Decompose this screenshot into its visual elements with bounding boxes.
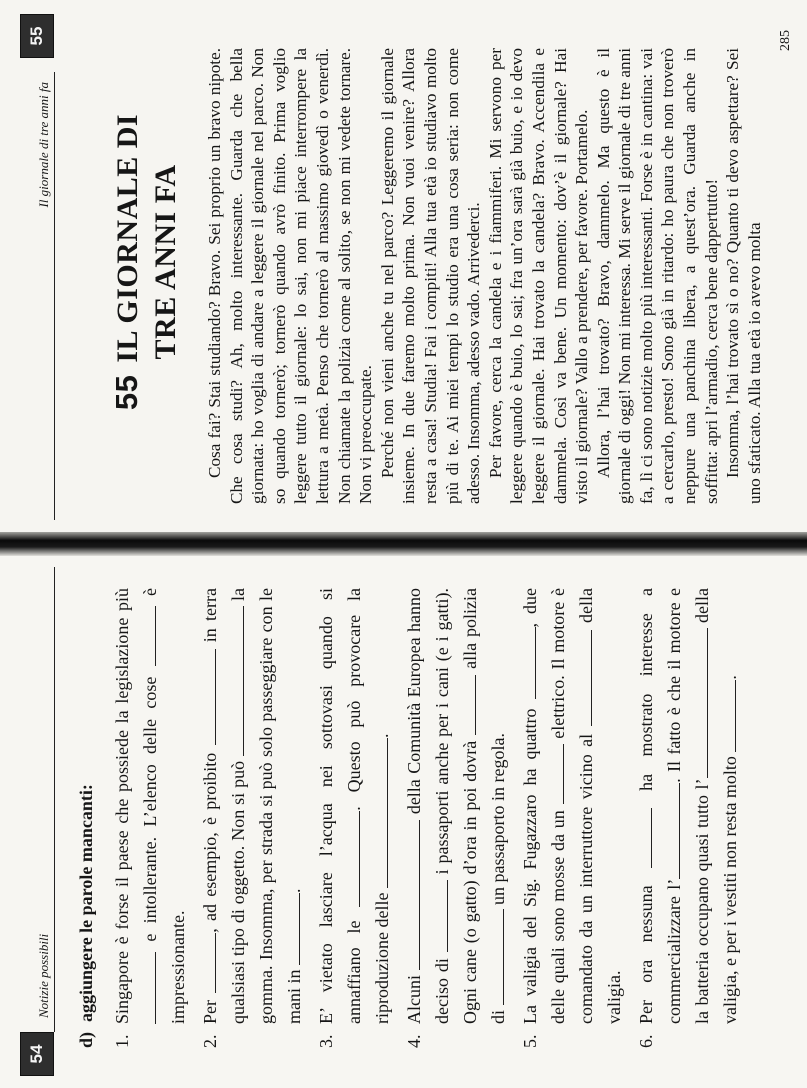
- exercise-text: un passaporto in regola.: [488, 733, 508, 910]
- body-paragraph: Insomma, l’hai trovato sì o no? Quanto ti devo aspettare? Sei uno sfaticato. Alla tua età io avevo molta: [723, 48, 764, 504]
- chapter-heading: [108, 82, 185, 442]
- exercise-text: della valigia.: [576, 587, 624, 1024]
- exercise-text: e intollerante. L’elenco delle cose: [140, 666, 160, 952]
- chapter-body: [204, 48, 765, 504]
- exercise-item: [632, 588, 744, 1048]
- header-rule: [54, 567, 55, 1032]
- left-page: [0, 553, 807, 1088]
- exercise-text: è impressionante.: [140, 588, 188, 1024]
- fill-in-blank[interactable]: [401, 820, 420, 970]
- exercise-item-number: 1.: [112, 1034, 132, 1048]
- right-page: [0, 0, 807, 532]
- fill-in-blank[interactable]: [281, 893, 300, 965]
- exercise-text: elettrico. Il motore è comandato da un interruttore vicino al: [548, 587, 596, 1024]
- exercise-text: .: [720, 675, 740, 680]
- exercise-text: .: [284, 888, 304, 893]
- exercise-heading: [76, 784, 97, 1048]
- exercise-text: Per: [200, 992, 220, 1024]
- exercise-text: , due delle quali sono mosse da un: [520, 587, 568, 1024]
- exercise-label: d): [76, 1031, 96, 1048]
- exercise-item: [108, 588, 192, 1048]
- exercise-item: [516, 588, 628, 1048]
- book-gutter: [0, 530, 807, 556]
- header-rule: [54, 72, 55, 520]
- exercise-item-number: 3.: [316, 1034, 336, 1048]
- exercise-text: i passaporti anche per i cani (e i gatti). Ogni cane (o gatto) d’ora in poi dovrà: [432, 588, 480, 1024]
- exercise-text: , ad esempio, è proibito: [200, 745, 220, 933]
- exercise-item: [400, 588, 512, 1048]
- running-header-title: Il giornale di tre anni fa: [36, 82, 51, 208]
- body-paragraph: Cosa fai? Stai studiando? Bravo. Sei proprio un bravo nipote. Che cosa studi? Ah, molto interessante. Guarda che bella giornata: ho voglia di andare a leggere il giornale nel parco. Non so quando tornerò; tornerò quando avrò finito. Prima voglio leggere tutto il giornale: lo sai, non mi piace interrompere la lettura a metà. Penso che tornerò al massimo giovedì o venerdì. Non chiamate la polizia come al solito, se non mi vedete tornare. Non vi preoccupate.: [205, 48, 376, 504]
- chapter-number: 55: [109, 374, 144, 411]
- fill-in-blank[interactable]: [661, 783, 680, 879]
- fill-in-blank[interactable]: [225, 606, 244, 756]
- fill-in-blank[interactable]: [369, 738, 388, 888]
- exercise-text: La valigia del Sig. Fugazzaro ha quattro: [520, 699, 540, 1024]
- fill-in-blank[interactable]: [457, 675, 476, 735]
- exercise-item-number: 5.: [520, 1034, 540, 1048]
- fill-in-blank[interactable]: [197, 649, 216, 745]
- fill-in-blank[interactable]: [137, 606, 156, 666]
- chapter-tab: 54: [20, 1032, 54, 1076]
- fill-in-blank[interactable]: [137, 952, 156, 1024]
- exercise-text: .: [372, 733, 392, 739]
- fill-in-blank[interactable]: [633, 808, 652, 868]
- exercise-item-number: 2.: [200, 1034, 220, 1048]
- fill-in-blank[interactable]: [717, 680, 736, 752]
- running-header-left: [34, 553, 54, 1088]
- fill-in-blank[interactable]: [689, 629, 708, 779]
- running-header-right: [34, 0, 54, 532]
- exercise-text: della Comunità Europea hanno deciso di: [404, 588, 452, 1024]
- exercise-item-number: 4.: [404, 1034, 424, 1048]
- fill-in-blank[interactable]: [341, 811, 360, 907]
- exercise-text: . Questo può provocare la riproduzione delle: [344, 588, 392, 1024]
- body-paragraph: Perché non vieni anche tu nel parco? Leggeremo il giornale insieme. In due faremo molto prima. Non vuoi venire? Allora resta a casa! Studia! Fai i compiti! Alla tua età io studiavo molto più di te. Ai miei tempi lo studio era una cosa seria: non come adesso. Insomma, adesso vado. Arrivederci.: [377, 48, 484, 504]
- fill-in-blank[interactable]: [429, 880, 448, 952]
- exercise-text: in terra qualsiasi tipo di oggetto. Non si può: [200, 588, 248, 1024]
- exercise-text: ha mostrato interesse a commercializzare l’: [636, 588, 684, 1024]
- fill-in-blank[interactable]: [573, 630, 592, 726]
- exercise-item: [196, 588, 308, 1048]
- exercise-list: [108, 588, 748, 1048]
- fill-in-blank[interactable]: [545, 744, 564, 804]
- body-paragraph: Per favore, cerca la candela e i fiammiferi. Mi servono per leggere quando è buio, lo sai; fra un’ora sarà già buio, e io devo leggere il giornale. Hai trovato la candela? Bravo. Accendila e dammela. Così va bene. Un momento: dov’è il giornale? Hai visto il giornale? Vallo a prendere, per favore. Portamelo.: [485, 48, 592, 504]
- exercise-text: Singapore è forse il paese che possiede la legislazione più: [112, 588, 132, 1024]
- exercise-item: [312, 588, 396, 1048]
- exercise-text: . Il fatto è che il motore e la batteria occupano quasi tutto l’: [664, 588, 712, 1024]
- exercise-item-number: 6.: [636, 1034, 656, 1048]
- fill-in-blank[interactable]: [517, 628, 536, 700]
- running-header-title: Notizie possibili: [36, 933, 51, 1018]
- exercise-text: E’ vietato lasciare l’acqua nei sottovasi quando si annaffiano le: [316, 588, 364, 1024]
- fill-in-blank[interactable]: [485, 909, 504, 1005]
- chapter-tab: 55: [20, 14, 54, 58]
- exercise-text: Alcuni: [404, 969, 424, 1024]
- exercise-text: della valigia, e per i vestiti non resta molto: [692, 588, 740, 1024]
- page-number: 285: [778, 30, 793, 51]
- exercise-text: la gomma. Insomma, per strada si può solo passeggiare con le mani in: [228, 588, 304, 1024]
- exercise-text: alla polizia di: [460, 588, 508, 1024]
- chapter-title: IL GIORNALE DI TRE ANNI FA: [111, 113, 182, 363]
- exercise-title: aggiungere le parole mancanti:: [76, 784, 96, 1022]
- exercise-text: Per ora nessuna: [636, 868, 656, 1024]
- fill-in-blank[interactable]: [197, 933, 216, 993]
- body-paragraph: Allora, l’hai trovato? Bravo, dammelo. Ma questo è il giornale di oggi! Non mi interessa. Mi serve il giornale di tre anni fa, lì ci sono notizie molto più interessanti. Forse è in cantina: vai a cercarlo, presto! Sono già in ritardo: ho paura che non troverò neppure una panchina libera, a quest’ora. Guarda anche in soffitta: apri l’armadio, cerca bene dappertutto!: [593, 48, 721, 504]
